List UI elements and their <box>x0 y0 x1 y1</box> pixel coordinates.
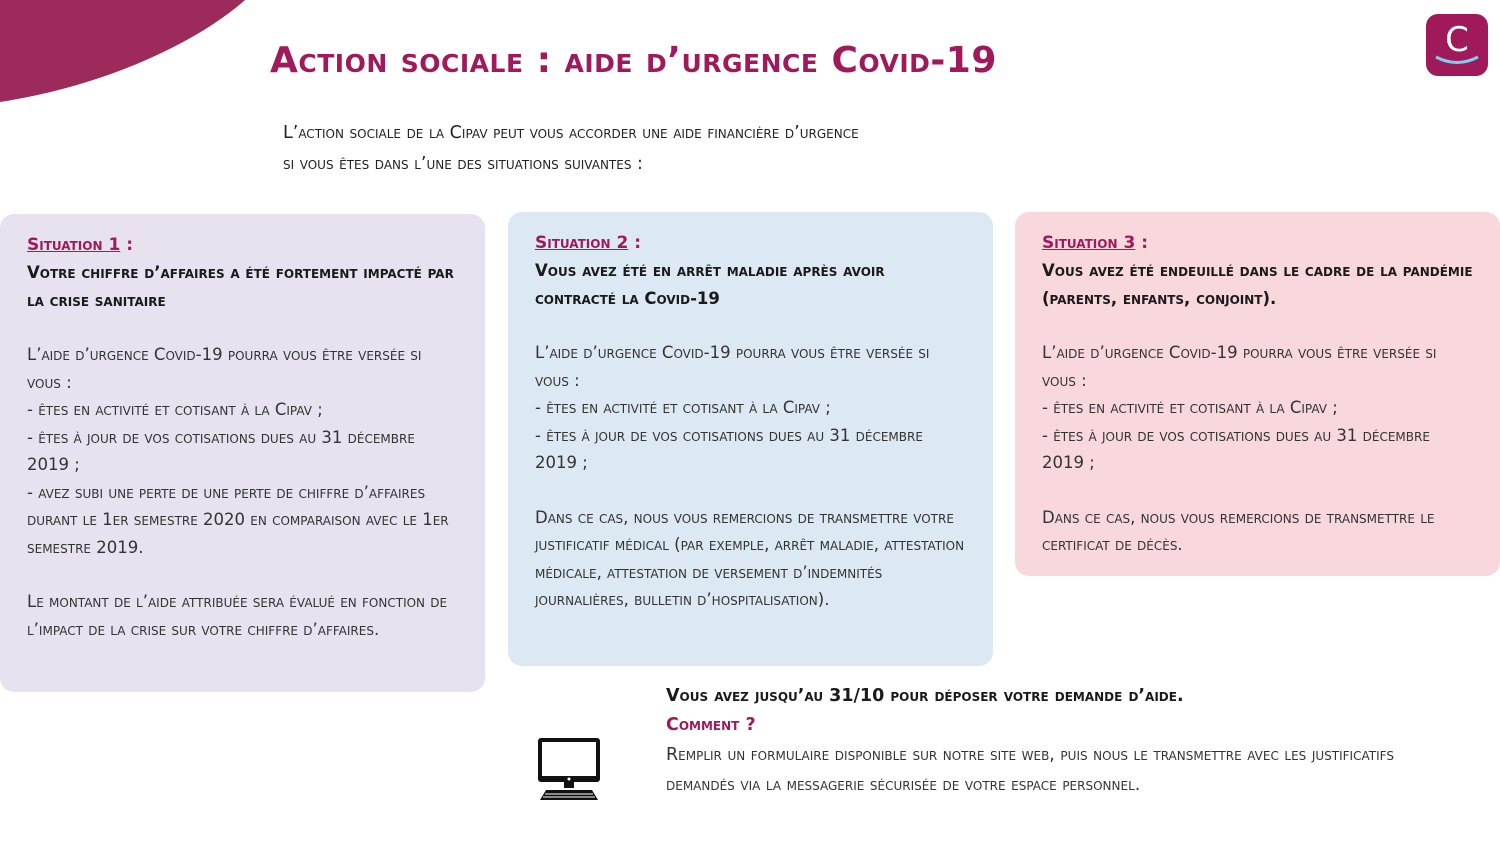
situation-2-body-2: - êtes en activité et cotisant à la Cipav ; <box>535 398 831 417</box>
intro-text <box>283 118 1183 180</box>
intro-line-2: si vous êtes dans l’une des situations suivantes : <box>283 154 643 174</box>
situation-1-heading: Situation 1 : <box>27 235 133 255</box>
situation-2-subtitle: Vous avez été en arrêt maladie après avoir contracté la Covid-19 <box>535 261 885 308</box>
corner-decoration <box>0 0 260 110</box>
situation-1-body-4: - avez subi une perte de une perte de chiffre d’affaires durant le 1er semestre 2020 en comparaison avec le 1er semestre 2019. <box>27 482 449 557</box>
intro-line-1: L’action sociale de la Cipav peut vous accorder une aide financière d’urgence <box>283 123 859 143</box>
situation-1-body-1: L’aide d’urgence Covid-19 pourra vous être versée si vous : <box>27 345 422 392</box>
situation-3-body-1: L’aide d’urgence Covid-19 pourra vous être versée si vous : <box>1042 343 1437 390</box>
situation-1-note: Le montant de l’aide attribuée sera évalué en fonction de l’impact de la crise sur votre chiffre d’affaires. <box>27 592 448 639</box>
situation-2-note: Dans ce cas, nous vous remercions de transmettre votre justificatif médical (par exemple, arrêt maladie, attestation médicale, attestation de versement d’indemnités journalières, bulletin d’hospitalisation). <box>535 507 965 609</box>
how-heading: Comment ? <box>666 715 756 735</box>
situation-3-subtitle: Vous avez été endeuillé dans le cadre de la pandémie (parents, enfants, conjoint). <box>1042 261 1473 308</box>
situation-2-heading: Situation 2 : <box>535 233 641 253</box>
situation-2-body-3: - êtes à jour de vos cotisations dues au 31 décembre 2019 ; <box>535 425 923 472</box>
situation-3-note: Dans ce cas, nous vous remercions de transmettre le certificat de décès. <box>1042 507 1435 554</box>
situation-2-card <box>508 212 993 666</box>
logo-wave-icon <box>1434 54 1480 66</box>
situation-1-body-2: - êtes en activité et cotisant à la Cipav ; <box>27 400 323 419</box>
situation-3-body-3: - êtes à jour de vos cotisations dues au 31 décembre 2019 ; <box>1042 425 1430 472</box>
page-title: Action sociale : aide d’urgence Covid-19 <box>270 40 997 81</box>
cipav-logo <box>1426 14 1488 76</box>
situation-1-body-3: - êtes à jour de vos cotisations dues au 31 décembre 2019 ; <box>27 427 415 474</box>
desktop-computer-icon <box>536 736 604 804</box>
deadline-text: Vous avez jusqu’au 31/10 pour déposer votre demande d’aide. <box>666 686 1184 706</box>
call-to-action <box>666 682 1446 800</box>
situation-3-card <box>1015 212 1500 576</box>
instructions-text: Remplir un formulaire disponible sur notre site web, puis nous le transmettre avec les justificatifs demandés via la messagerie sécurisée de votre espace personnel. <box>666 745 1394 795</box>
situation-3-body-2: - êtes en activité et cotisant à la Cipav ; <box>1042 398 1338 417</box>
logo-letter: C <box>1445 20 1469 60</box>
situation-2-body-1: L’aide d’urgence Covid-19 pourra vous être versée si vous : <box>535 343 930 390</box>
situation-1-card <box>0 214 485 692</box>
situation-1-subtitle: Votre chiffre d’affaires a été fortement impacté par la crise sanitaire <box>27 263 454 310</box>
situation-3-heading: Situation 3 : <box>1042 233 1148 253</box>
